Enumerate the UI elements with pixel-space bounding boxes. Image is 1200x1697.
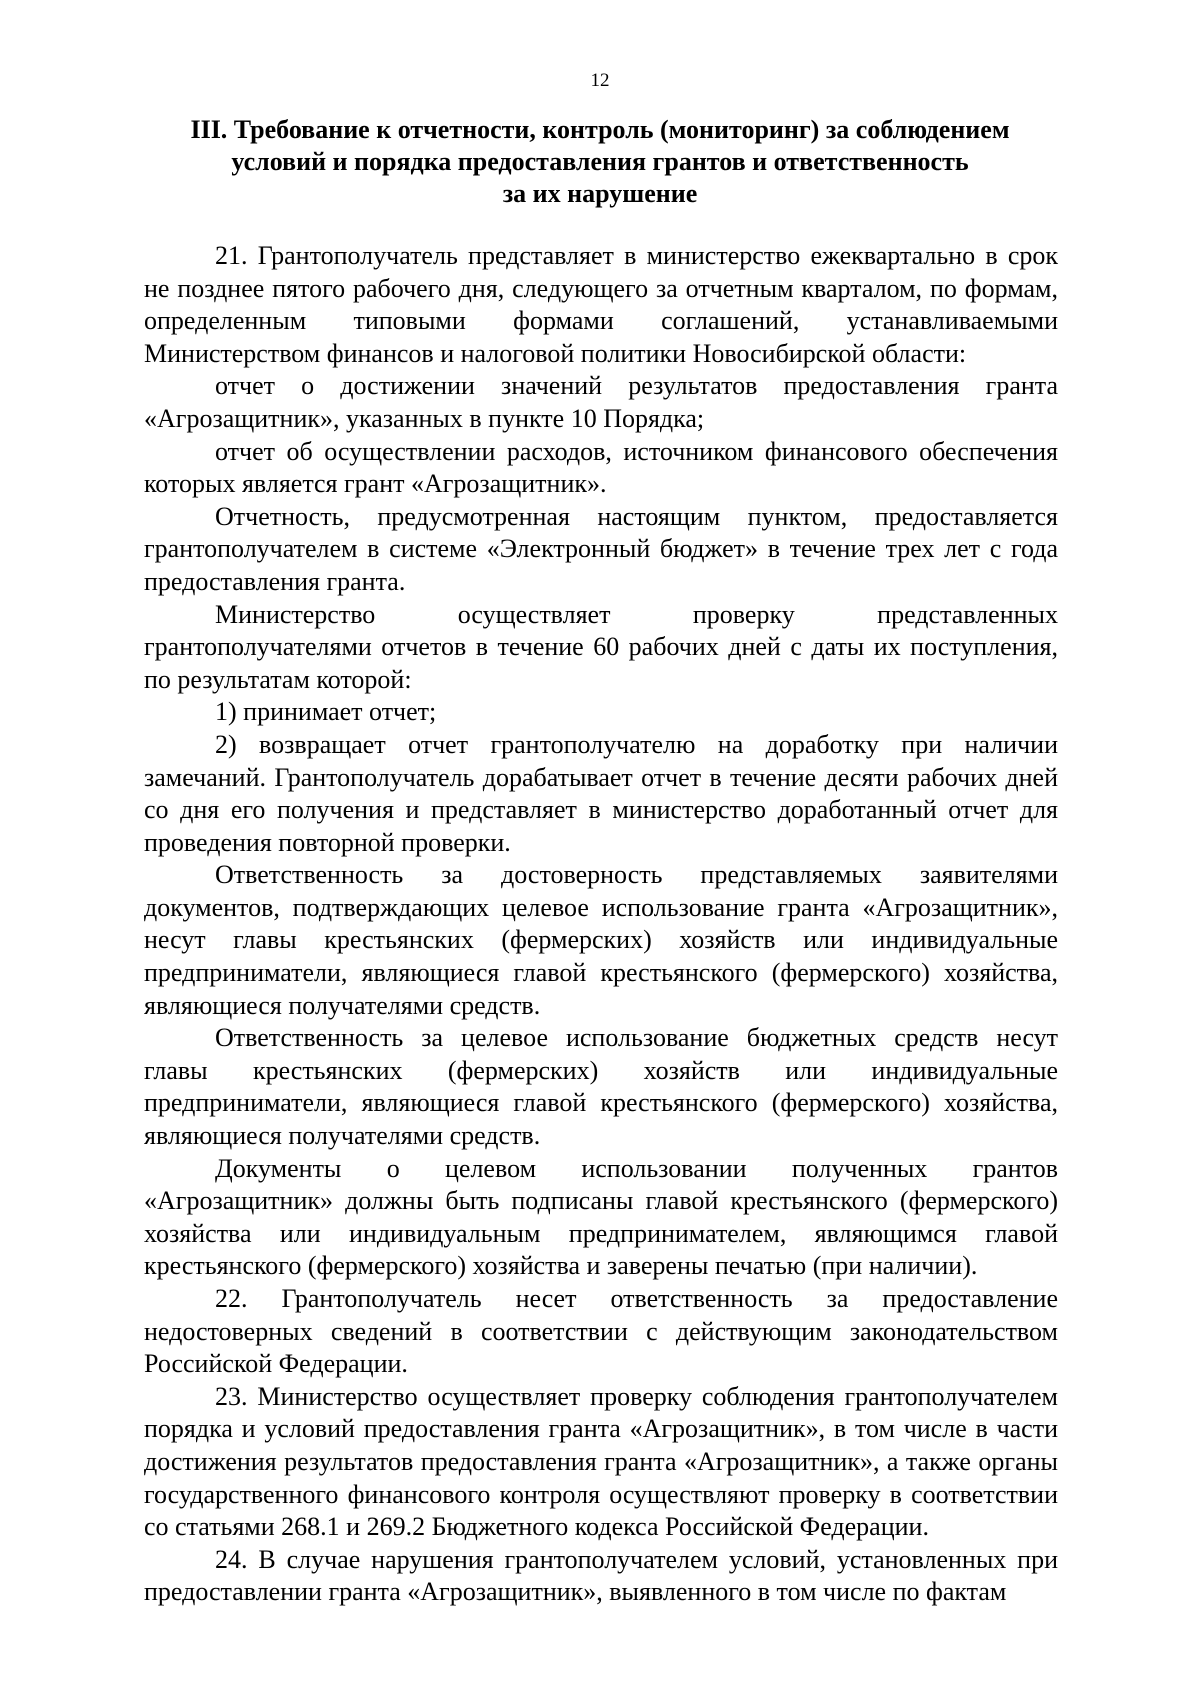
paragraph-22: 22. Грантополучатель несет ответственность за предоставление недостоверных сведений в соответствии с действующим законодательством Российской Федерации. [144,1284,1058,1379]
section-title-line: за их нарушение [502,179,698,208]
paragraph-responsibility-funds: Ответственность за целевое использование бюджетных средств несут главы крестьянских (фермерских) хозяйств или индивидуальные предприниматели, являющиеся главой крестьянского (фермерского) хозяйства, являющиеся получателями средств. [144,1023,1058,1151]
paragraph-ministry-review: Министерство осуществляет проверку представленных грантополучателями отчетов в течение 60 рабочих дней с даты их поступления, по результатам которой: [144,599,1058,694]
paragraph-responsibility-documents: Ответственность за достоверность представляемых заявителями документов, подтверждающих целевое использование гранта «Агрозащитник», несут главы крестьянских (фермерских) хозяйств или индивидуальные предприниматели, являющиеся главой крестьянского (фермерского) хозяйства, являющиеся получателями средств. [144,860,1058,1020]
paragraph-23: 23. Министерство осуществляет проверку соблюдения грантополучателем порядка и условий предоставления гранта «Агрозащитник», в том числе в части достижения результатов предоставления гранта «Агрозащитник», а также органы государственного финансового контроля осуществляют проверку в соответствии со статьями 268.1 и 269.2 Бюджетного кодекса Российской Федерации. [144,1381,1058,1542]
paragraph-21: 21. Грантополучатель представляет в министерство ежеквартально в срок не позднее пятого рабочего дня, следующего за отчетным кварталом, по формам, определенным типовыми формами соглашений, устанавливаемыми Министерством финансов и налоговой политики Новосибирской области: [144,241,1058,368]
section-title [150,114,1050,210]
paragraph-report-results: отчет о достижении значений результатов предоставления гранта «Агрозащитник», указанных в пункте 10 Порядка; [144,371,1058,433]
paragraph-report-expenses: отчет об осуществлении расходов, источником финансового обеспечения которых является грант «Агрозащитник». [144,436,1058,499]
paragraph-24: 24. В случае нарушения грантополучателем условий, установленных при предоставлении гранта «Агрозащитник», выявленного в том числе по фактам [144,1544,1058,1607]
section-title-line: III. Требование к отчетности, контроль (мониторинг) за соблюдением [190,115,1010,144]
paragraph-item-2: 2) возвращает отчет грантополучателю на доработку при наличии замечаний. Грантополучатель дорабатывает отчет в течение десяти рабочих дней со дня его получения и представляет в министерство доработанный отчет для проведения повторной проверки. [144,729,1058,857]
paragraph-item-1: 1) принимает отчет; [215,697,437,727]
section-title-line: условий и порядка предоставления грантов и ответственность [231,147,969,176]
paragraph-signed-documents: Документы о целевом использовании полученных грантов «Агрозащитник» должны быть подписаны главой крестьянского (фермерского) хозяйства или индивидуальным предпринимателем, являющимся главой крестьянского (фермерского) хозяйства и заверены печатью (при наличии). [144,1153,1058,1281]
paragraph-reporting-system: Отчетность, предусмотренная настоящим пунктом, предоставляется грантополучателем в системе «Электронный бюджет» в течение трех лет с года предоставления гранта. [144,501,1058,596]
document-body [144,240,1058,1609]
page-number: 12 [590,70,610,91]
